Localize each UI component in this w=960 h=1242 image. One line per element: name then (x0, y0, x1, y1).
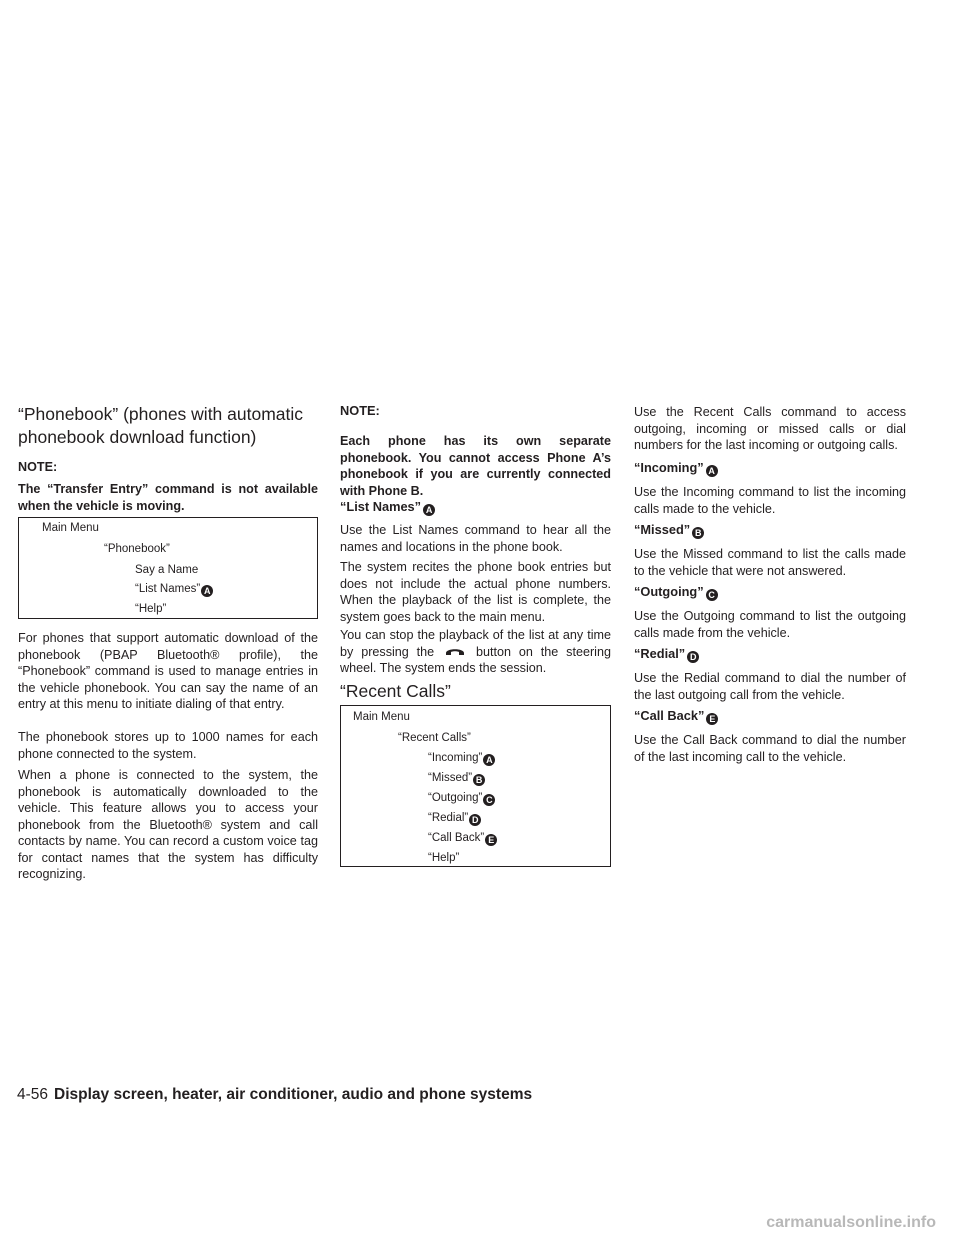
paragraph-phonebook-capacity: The phonebook stores up to 1000 names for each phone connected to the system. (18, 730, 318, 761)
outgoing-heading: “Outgoing” C (634, 584, 718, 601)
note-text-2: Each phone has its own separate phonebook. You cannot access Phone A’s phonebook if you are currently connected with Phone B. (340, 434, 611, 498)
paragraph-recites: The system recites the phone book entries but does not include the actual phone numbers. When the playback of the list is complete, the system goes back to the main menu. (340, 560, 611, 624)
paragraph-outgoing: Use the Outgoing command to list the outgoing calls made from the vehicle. (634, 609, 906, 640)
note-text: The “Transfer Entry” command is not available when the vehicle is moving. (18, 482, 318, 513)
paragraph-call-back: Use the Call Back command to dial the number of the last incoming call to the vehicle. (634, 733, 906, 764)
callout-e-marker: E (485, 834, 497, 846)
callout-a-marker: A (201, 585, 213, 597)
page-footer (17, 1086, 532, 1104)
menu-item-say-a-name: Say a Name (135, 564, 199, 576)
paragraph-incoming: Use the Incoming command to list the incoming calls made to the vehicle. (634, 485, 906, 516)
paragraph-stop-playback: You can stop the playback of the list at any time by pressing the button on the steering wheel. The system ends the session. (340, 628, 611, 675)
menu-item-outgoing: “Outgoing” C (428, 791, 495, 806)
callout-b-marker: B (473, 774, 485, 786)
menu-item-list-names: “List Names” A (135, 582, 213, 597)
paragraph-recent-intro: Use the Recent Calls command to access outgoing, incoming or missed calls or dial numbers for the last incoming or outgoing calls. (634, 405, 906, 452)
callout-a-marker: A (706, 465, 718, 477)
callout-e-marker: E (706, 713, 718, 725)
paragraph-redial: Use the Redial command to dial the number of the last outgoing call from the vehicle. (634, 671, 906, 702)
missed-heading: “Missed” B (634, 522, 704, 539)
menu-main: Main Menu (353, 711, 410, 723)
paragraph-missed: Use the Missed command to list the calls made to the vehicle that were not answered. (634, 547, 906, 578)
chapter-title: Display screen, heater, air conditioner, audio and phone systems (54, 1086, 533, 1103)
menu-main: Main Menu (42, 522, 99, 534)
incoming-heading: “Incoming” A (634, 460, 718, 477)
callout-b-marker: B (692, 527, 704, 539)
menu-item-help: “Help” (428, 852, 460, 864)
callout-d-marker: D (469, 814, 481, 826)
paragraph-auto-download: When a phone is connected to the system, the phonebook is automatically downloaded to the vehicle. This feature allows you to access your phonebook from the Bluetooth® system and call contacts by name. You can record a custom voice tag for contact names that the system has difficulty recognizing. (18, 768, 318, 881)
callout-c-marker: C (483, 794, 495, 806)
callout-a-marker: A (483, 754, 495, 766)
menu-item-help: “Help” (135, 603, 167, 615)
note-label: NOTE: (18, 460, 58, 474)
page-number: 4-56 (17, 1086, 49, 1103)
hang-up-phone-icon (444, 645, 466, 657)
section-heading-recent-calls: “Recent Calls” (340, 681, 451, 701)
redial-heading: “Redial” D (634, 646, 699, 663)
menu-recent-calls: “Recent Calls” (398, 732, 471, 744)
list-names-heading: “List Names” A (340, 499, 435, 516)
paragraph-list-names: Use the List Names command to hear all the names and locations in the phone book. (340, 523, 611, 554)
callout-a-marker: A (423, 504, 435, 516)
watermark: carmanualsonline.info (766, 1214, 936, 1231)
note-label-2: NOTE: (340, 403, 380, 418)
callout-d-marker: D (687, 651, 699, 663)
paragraph-pbap: For phones that support automatic download of the phonebook (PBAP Bluetooth® profile), the “Phonebook” command is used to manage entries in the vehicle phonebook. You can say the name of an entry at this menu to initiate dialing of that entry. (18, 631, 318, 711)
section-heading-phonebook: “Phonebook” (phones with automatic phonebook download function) (18, 404, 304, 447)
call-back-heading: “Call Back” E (634, 708, 718, 725)
menu-item-call-back: “Call Back” E (428, 831, 497, 846)
menu-item-incoming: “Incoming” A (428, 751, 495, 766)
menu-item-missed: “Missed” B (428, 771, 485, 786)
callout-c-marker: C (706, 589, 718, 601)
menu-phonebook: “Phonebook” (104, 543, 170, 555)
menu-item-redial: “Redial” D (428, 811, 481, 826)
